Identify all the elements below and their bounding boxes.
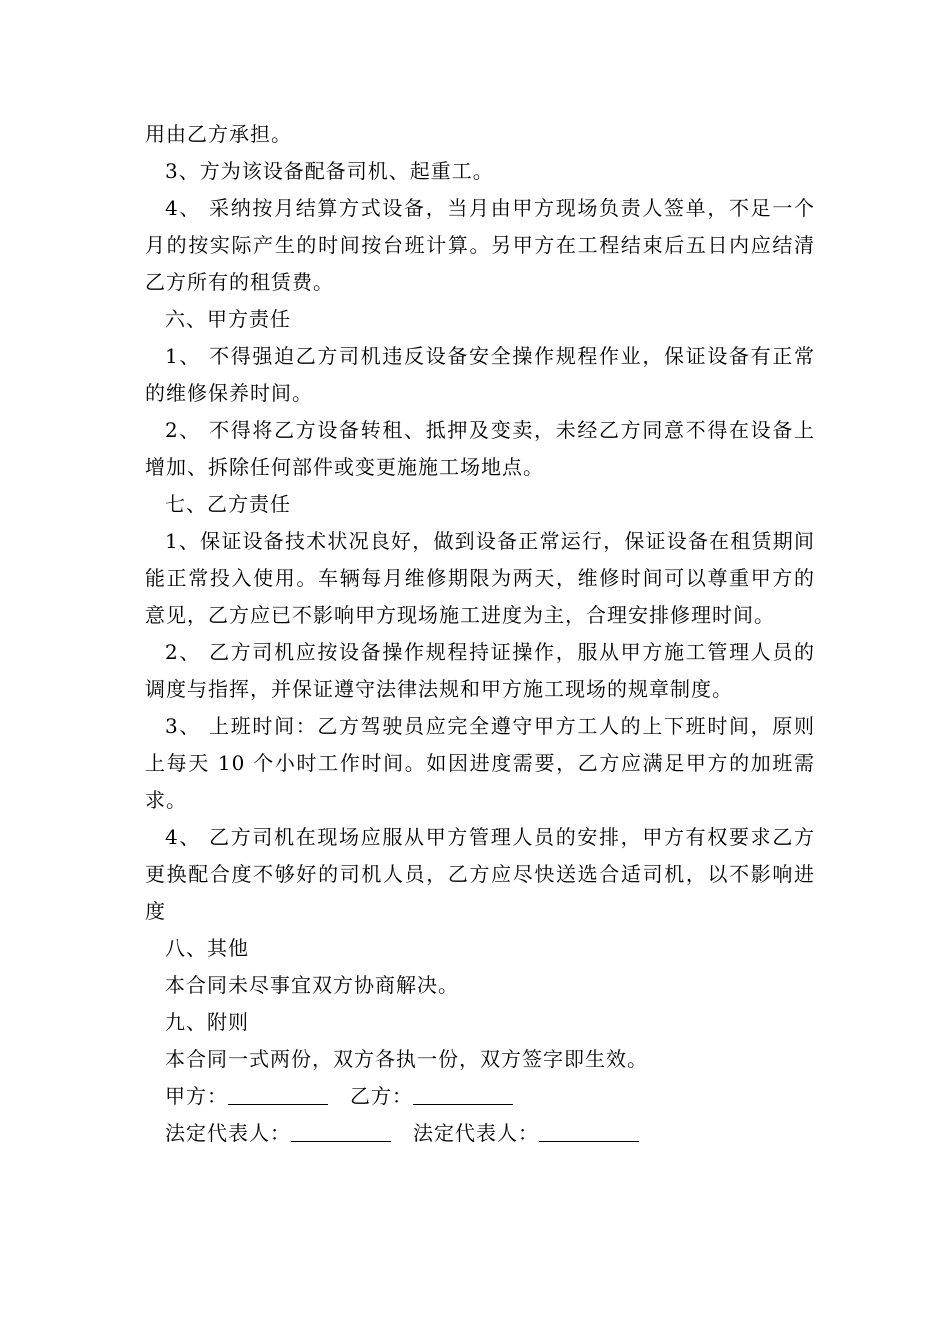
section-heading-appendix: 九、附则 — [165, 1010, 249, 1034]
contract-body — [145, 116, 815, 1152]
paragraph-continuation: 用由乙方承担。 — [145, 122, 292, 146]
paragraph-clause-6-2: 2、 不得将乙方设备转租、抵押及变卖，未经乙方同意不得在设备上增加、拆除任何部件或变更施施工场地点。 — [145, 418, 815, 479]
paragraph-clause-7-4: 4、 乙方司机在现场应服从甲方管理人员的安排，甲方有权要求乙方更换配合度不够好的司机人员，乙方应尽快送选合适司机，以不影响进度 — [145, 825, 815, 923]
rep-b-label: 法定代表人： — [413, 1121, 539, 1145]
section-heading-party-a-duties: 六、甲方责任 — [165, 307, 291, 331]
signature-parties-row — [145, 1078, 815, 1115]
paragraph-appendix-text: 本合同一式两份，双方各执一份，双方签字即生效。 — [165, 1047, 648, 1071]
rep-b-signature-blank[interactable] — [539, 1117, 639, 1142]
paragraph-clause-7-3: 3、 上班时间：乙方驾驶员应完全遵守甲方工人的上下班时间，原则上每天 10 个小时工作时间。如因进度需要，乙方应满足甲方的加班需求。 — [145, 714, 815, 812]
section-heading-party-b-duties: 七、乙方责任 — [165, 492, 291, 516]
party-b-signature-blank[interactable] — [413, 1080, 513, 1105]
paragraph-clause-7-2: 2、 乙方司机应按设备操作规程持证操作，服从甲方施工管理人员的调度与指挥，并保证遵守法律法规和甲方施工现场的规章制度。 — [145, 640, 815, 701]
section-heading-other: 八、其他 — [165, 936, 249, 960]
rep-a-signature-blank[interactable] — [291, 1117, 391, 1142]
paragraph-other-text: 本合同未尽事宜双方协商解决。 — [165, 973, 459, 997]
paragraph-clause-6-1: 1、 不得强迫乙方司机违反设备安全操作规程作业，保证设备有正常的维修保养时间。 — [145, 344, 815, 405]
party-a-signature-blank[interactable] — [228, 1080, 328, 1105]
paragraph-clause-7-1: 1、保证设备技术状况良好，做到设备正常运行，保证设备在租赁期间能正常投入使用。车辆每月维修期限为两天，维修时间可以尊重甲方的意见，乙方应已不影响甲方现场施工进度为主，合理安排修理时间。 — [145, 529, 815, 627]
signature-representatives-row — [145, 1115, 815, 1152]
party-a-label: 甲方： — [165, 1084, 228, 1108]
party-b-label: 乙方： — [350, 1084, 413, 1108]
paragraph-clause-5-3: 3、方为该设备配备司机、起重工。 — [165, 159, 494, 183]
paragraph-clause-5-4: 4、 采纳按月结算方式设备，当月由甲方现场负责人签单，不足一个月的按实际产生的时间按台班计算。另甲方在工程结束后五日内应结清乙方所有的租赁费。 — [145, 196, 815, 294]
rep-a-label: 法定代表人： — [165, 1121, 291, 1145]
